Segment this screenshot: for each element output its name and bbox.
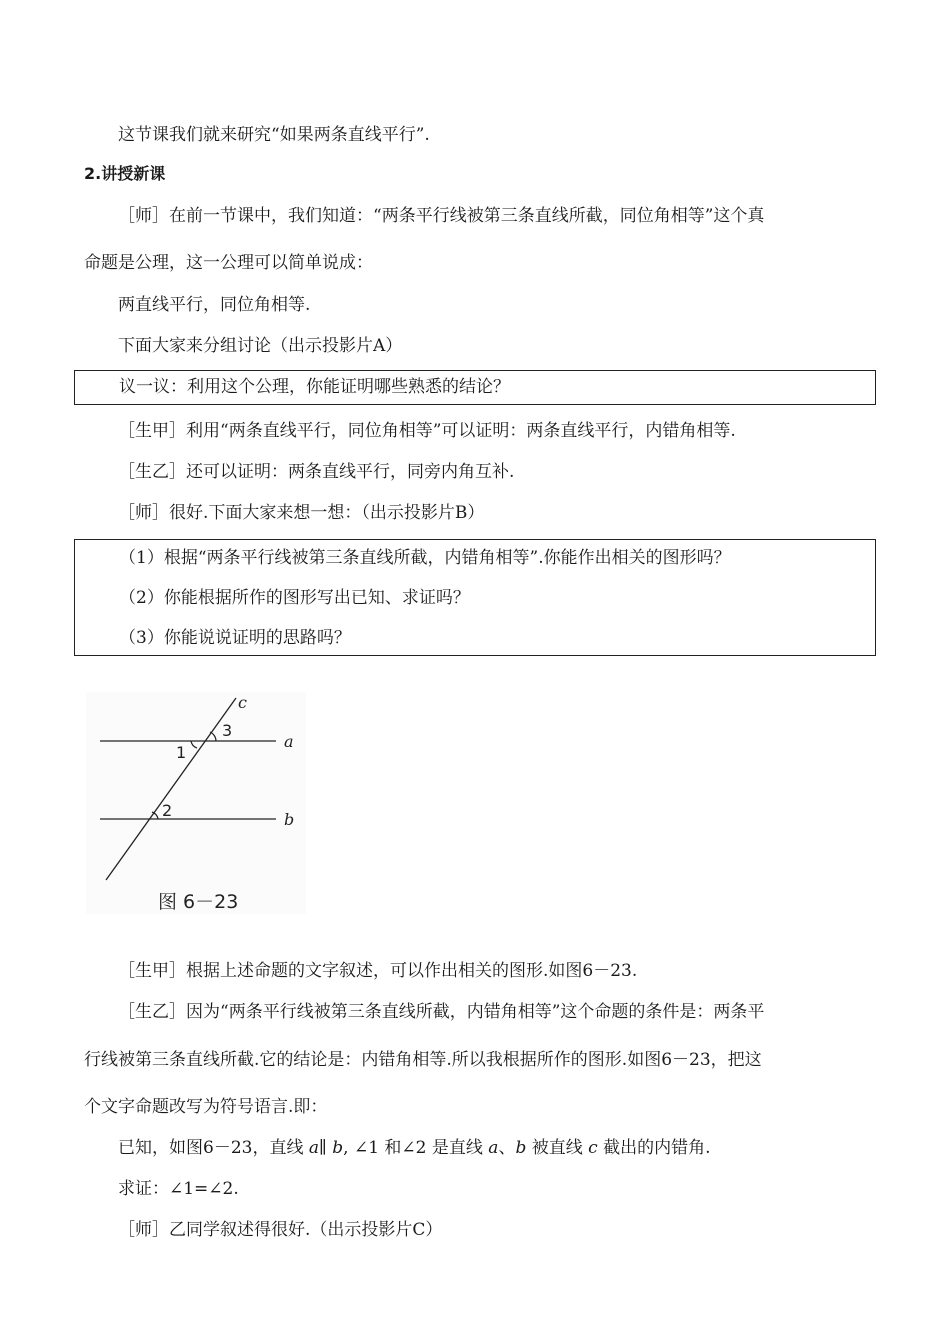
slide-b-item-1: （1）根据“两条平行线被第三条直线所截，内错角相等”.你能作出相关的图形吗？ xyxy=(119,548,731,568)
paragraph-student-b-2b: 行线被第三条直线所截.它的结论是：内错角相等.所以我根据所作的图形.如图6－23，把这 xyxy=(84,1050,762,1070)
figure-diagram xyxy=(86,692,306,914)
given-var-b: b xyxy=(332,1138,344,1158)
paragraph-given xyxy=(118,1137,710,1159)
paragraph-student-b-2a: ［生乙］因为“两条平行线被第三条直线所截，内错角相等”这个命题的条件是：两条平 xyxy=(118,1002,765,1022)
paragraph-student-a-2: ［生甲］根据上述命题的文字叙述，可以作出相关的图形.如图6－23. xyxy=(118,961,638,981)
given-mid: , ∠1 和∠2 是直线 xyxy=(343,1138,489,1158)
paragraph-teacher-3: ［师］乙同学叙述得很好.（出示投影片C） xyxy=(118,1220,443,1240)
label-b: b xyxy=(284,810,295,829)
paragraph-discuss: 下面大家来分组讨论（出示投影片A） xyxy=(118,336,403,356)
paragraph-axiom: 两直线平行，同位角相等. xyxy=(118,295,311,315)
slide-a-box xyxy=(74,370,876,405)
given-sep: 、 xyxy=(498,1138,516,1158)
given-parallel: ∥ xyxy=(319,1138,333,1158)
given-var-a: a xyxy=(308,1138,319,1158)
paragraph-teacher-1a: ［师］在前一节课中，我们知道：“两条平行线被第三条直线所截，同位角相等”这个真 xyxy=(118,206,765,226)
slide-a-text: 议一议：利用这个公理，你能证明哪些熟悉的结论？ xyxy=(119,377,510,397)
line-c xyxy=(106,698,236,880)
given-var-b2: b xyxy=(515,1138,527,1158)
angle-2-arc xyxy=(152,812,158,819)
paragraph-student-b-1: ［生乙］还可以证明：两条直线平行，同旁内角互补. xyxy=(118,462,515,482)
label-angle-2: 2 xyxy=(162,801,173,820)
label-angle-3: 3 xyxy=(222,721,233,740)
paragraph-teacher-1b: 命题是公理，这一公理可以简单说成： xyxy=(84,253,373,273)
paragraph-prove: 求证：∠1=∠2. xyxy=(118,1179,239,1199)
given-var-a2: a xyxy=(488,1138,499,1158)
label-angle-1: 1 xyxy=(176,743,187,762)
figure-6-23 xyxy=(86,692,306,914)
figure-caption: 图 6－23 xyxy=(158,891,239,913)
label-a: a xyxy=(284,732,294,751)
paragraph-student-a-1: ［生甲］利用“两条直线平行，同位角相等”可以证明：两条直线平行，内错角相等. xyxy=(118,421,736,441)
given-end: 截出的内错角. xyxy=(597,1138,711,1158)
paragraph-intro: 这节课我们就来研究“如果两条直线平行”. xyxy=(118,125,430,145)
paragraph-student-b-2c: 个文字命题改写为符号语言.即： xyxy=(84,1097,328,1117)
slide-b-item-2: （2）你能根据所作的图形写出已知、求证吗？ xyxy=(119,588,470,608)
given-var-c: c xyxy=(588,1138,598,1158)
slide-b-item-3: （3）你能说说证明的思路吗？ xyxy=(119,628,351,648)
angle-1-arc xyxy=(191,741,197,748)
label-c: c xyxy=(238,693,247,712)
section-heading: 2.讲授新课 xyxy=(84,164,166,183)
given-mid2: 被直线 xyxy=(526,1138,589,1158)
given-prefix: 已知，如图6－23，直线 xyxy=(118,1138,309,1158)
slide-b-box xyxy=(74,539,876,656)
paragraph-teacher-2: ［师］很好.下面大家来想一想：（出示投影片B） xyxy=(118,503,485,523)
